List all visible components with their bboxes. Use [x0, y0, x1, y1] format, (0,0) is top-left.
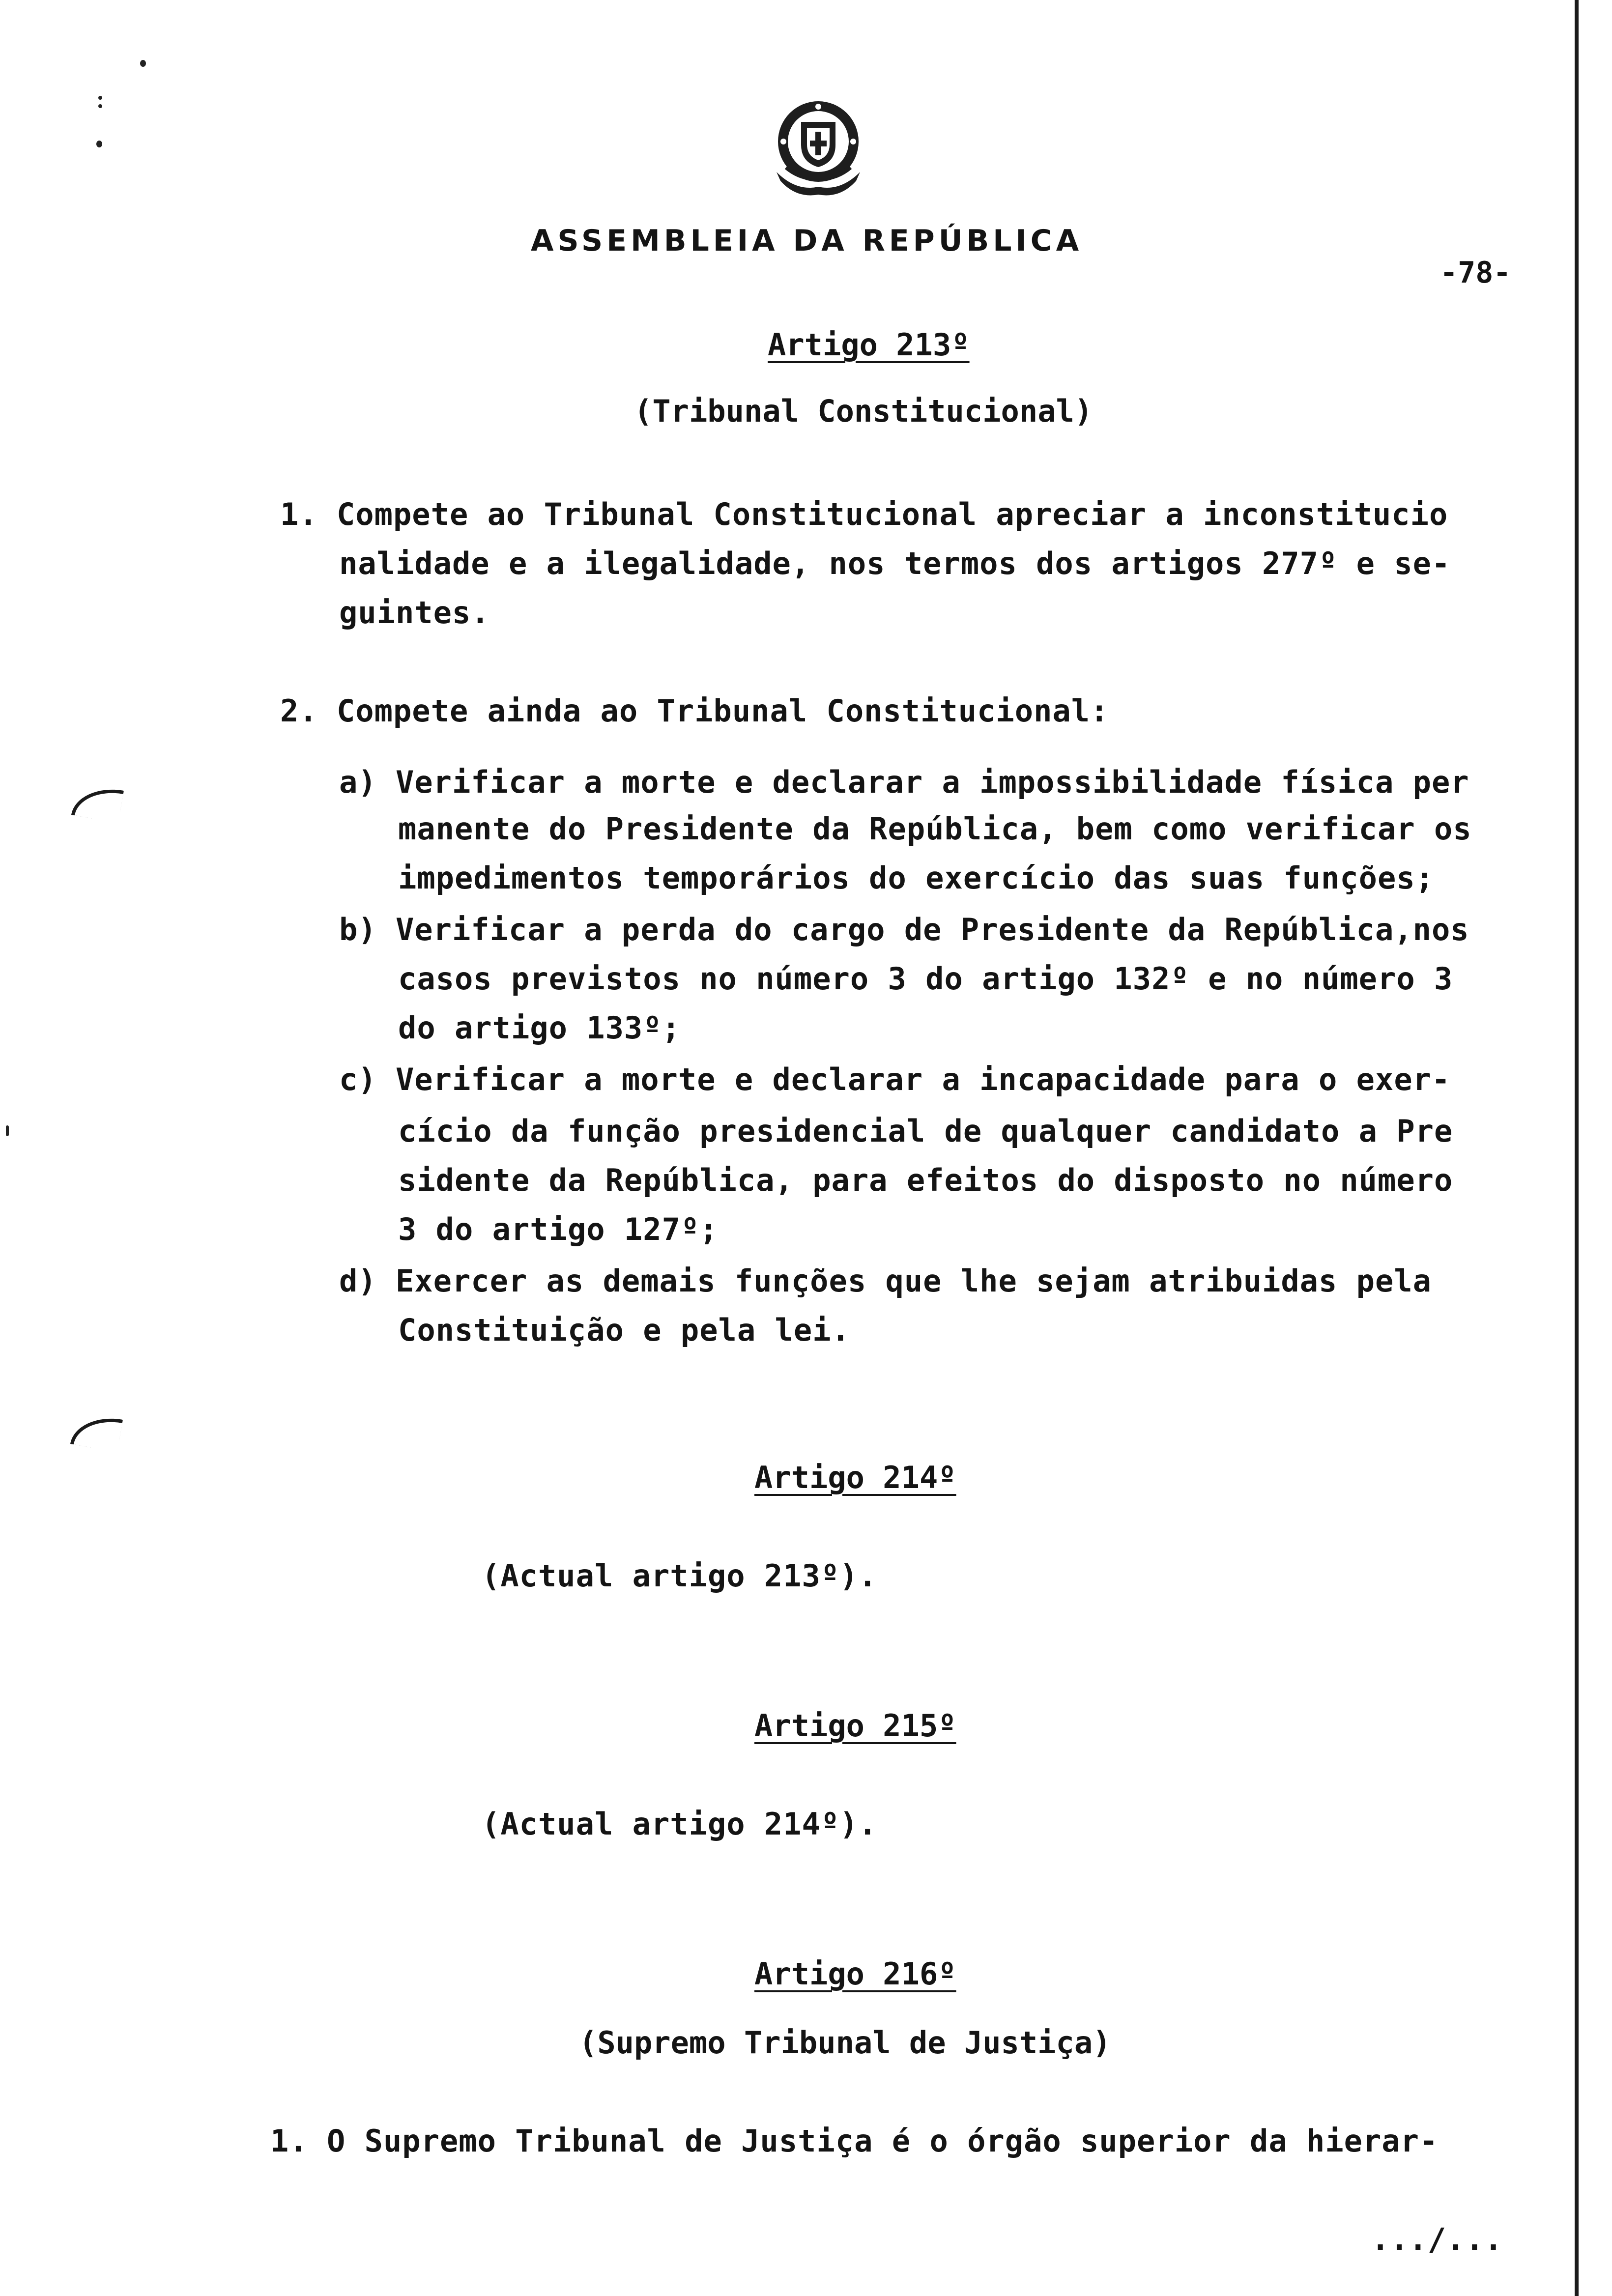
- item-d-line: d) Exercer as demais funções que lhe sejam atribuidas pela: [339, 1263, 1432, 1299]
- article-213-para2-intro: 2. Compete ainda ao Tribunal Constitucional:: [280, 693, 1109, 729]
- scan-dot: [98, 96, 102, 100]
- item-c-line: sidente da República, para efeitos do disposto no número: [398, 1162, 1453, 1198]
- page-number: -78-: [1440, 256, 1511, 290]
- item-c-line: 3 do artigo 127º;: [398, 1211, 719, 1247]
- item-a-line: a) Verificar a morte e declarar a impossibilidade física per: [339, 764, 1469, 800]
- item-a-line: manente do Presidente da República, bem como verificar os: [398, 811, 1472, 847]
- article-213-para1-line: 1. Compete ao Tribunal Constitucional apreciar a inconstitucio: [280, 496, 1448, 532]
- article-213-subtitle: (Tribunal Constitucional): [634, 393, 1093, 429]
- article-215-title: Artigo 215º: [754, 1708, 956, 1744]
- scan-arc-mark: [70, 1411, 123, 1452]
- institution-name: ASSEMBLEIA DA REPÚBLICA: [531, 224, 1083, 258]
- item-c-line: cício da função presidencial de qualquer candidato a Pre: [398, 1113, 1453, 1149]
- article-213-para1-line: nalidade e a ilegalidade, nos termos dos artigos 277º e se-: [339, 545, 1451, 581]
- coat-of-arms-icon: [767, 93, 870, 201]
- item-d-line: Constituição e pela lei.: [398, 1312, 850, 1348]
- article-214-body: (Actual artigo 213º).: [482, 1558, 877, 1594]
- article-213-para1-line: guintes.: [339, 595, 490, 631]
- page-edge-border: [1575, 0, 1579, 2296]
- scan-dot: [140, 60, 146, 67]
- scan-dot: [96, 141, 102, 147]
- scan-dot: [6, 1125, 9, 1136]
- item-b-line: casos previstos no número 3 do artigo 132º e no número 3: [398, 961, 1453, 997]
- item-c-line: c) Verificar a morte e declarar a incapacidade para o exer-: [339, 1062, 1451, 1097]
- scan-arc-mark: [71, 782, 124, 823]
- article-213-title: Artigo 213º: [768, 327, 970, 363]
- item-b-line: do artigo 133º;: [398, 1010, 681, 1046]
- scan-dot: [98, 104, 102, 108]
- article-215-body: (Actual artigo 214º).: [482, 1806, 877, 1842]
- article-216-subtitle: (Supremo Tribunal de Justiça): [579, 2025, 1111, 2061]
- item-b-line: b) Verificar a perda do cargo de Presidente da República,nos: [339, 912, 1469, 947]
- article-216-para1-line: 1. O Supremo Tribunal de Justiça é o órgão superior da hierar-: [270, 2123, 1439, 2159]
- article-216-title: Artigo 216º: [754, 1956, 956, 1992]
- continuation-mark: .../...: [1371, 2221, 1503, 2257]
- item-a-line: impedimentos temporários do exercício das suas funções;: [398, 860, 1434, 896]
- article-214-title: Artigo 214º: [754, 1460, 956, 1495]
